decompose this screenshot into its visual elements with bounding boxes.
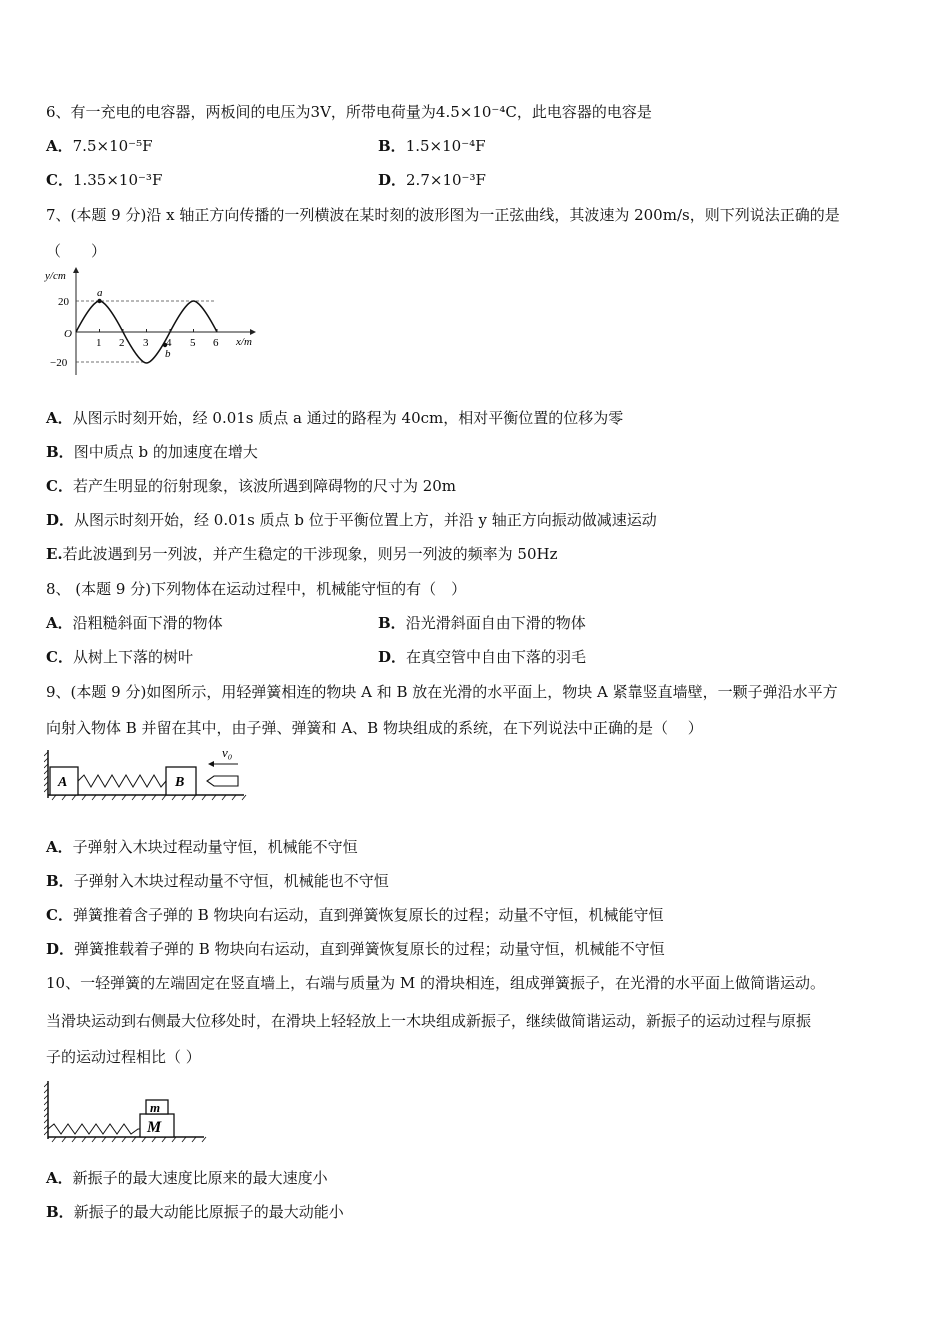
q8-stem: 8、 (本题 9 分)下列物体在运动过程中，机械能守恒的有（ ） [46,580,467,598]
q9-stem-line1: 9、(本题 9 分)如图所示，用轻弹簧相连的物块 A 和 B 放在光滑的水平面上，物块 A 紧靠竖直墙壁，一颗子弹沿水平方 [46,683,838,701]
x-tick-1: 1 [96,337,102,349]
q6-stem: 6、有一充电的电容器，两板间的电压为3V，所带电荷量为4.5×10⁻⁴C，此电容器的电容是 [46,103,652,121]
wave-figure [44,265,264,380]
q10-option-b: B．新振子的最大动能比原振子的最大动能小 [46,1203,344,1221]
q7-stem-line2: （ ） [46,242,107,260]
velocity-label: v₀ [222,745,233,760]
point-a-label: a [97,287,103,299]
q8-option-d: D．在真空管中自由下落的羽毛 [378,648,587,666]
q10-stem-line1: 10、一轻弹簧的左端固定在竖直墙上，右端与质量为 M 的滑块相连，组成弹簧振子，在光滑的水平面上做简谐运动。 [46,974,825,992]
q7-option-c: C．若产生明显的衍射现象，该波所遇到障碍物的尺寸为 20m [46,477,457,495]
origin-label: O [64,328,72,340]
small-block-label: m [150,1100,161,1115]
x-tick-3: 3 [143,337,149,349]
x-tick-5: 5 [190,337,196,349]
x-axis-label: x/m [236,336,252,348]
q10-stem-line2: 当滑块运动到右侧最大位移处时，在滑块上轻轻放上一木块组成新振子，继续做简谐运动，新振子的运动过程与原振 [46,1012,812,1030]
y-tick-neg20: −20 [50,357,68,369]
y-tick-20: 20 [58,296,69,308]
q8-option-c: C．从树上下落的树叶 [46,648,193,666]
q6-option-a: A．7.5×10⁻⁵F [46,137,153,155]
q7-option-a: A．从图示时刻开始，经 0.01s 质点 a 通过的路程为 40cm，相对平衡位置的位移为零 [46,409,624,427]
q8-option-b: B．沿光滑斜面自由下滑的物体 [378,614,586,632]
q9-option-b: B．子弹射入木块过程动量不守恒，机械能也不守恒 [46,872,389,890]
y-axis-label: y/cm [45,270,66,282]
q8-option-a: A．沿粗糙斜面下滑的物体 [46,614,223,632]
q10-stem-line3: 子的运动过程相比（ ） [46,1048,201,1066]
q9-option-d: D．弹簧推载着子弹的 B 物块向右运动，直到弹簧恢复原长的过程；动量守恒，机械能不守恒 [46,940,665,958]
q9-stem-line2: 向射入物体 B 并留在其中，由子弹、弹簧和 A、B 物块组成的系统，在下列说法中正确的是（ ） [46,719,703,737]
x-tick-6: 6 [213,337,219,349]
oscillator-figure [44,1077,209,1147]
q6-option-c: C．1.35×10⁻³F [46,171,163,189]
x-tick-4: 4 [166,337,172,349]
q6-option-b: B．1.5×10⁻⁴F [378,137,486,155]
q6-option-d: D．2.7×10⁻³F [378,171,486,189]
q9-option-a: A．子弹射入木块过程动量守恒，机械能不守恒 [46,838,358,856]
x-tick-2: 2 [119,337,125,349]
q7-option-e: E.若此波遇到另一列波，并产生稳定的干涉现象，则另一列波的频率为 50Hz [46,545,558,563]
spring-block-figure [44,742,254,804]
block-b-label: B [175,775,185,790]
q7-option-b: B．图中质点 b 的加速度在增大 [46,443,258,461]
q9-option-c: C．弹簧推着含子弹的 B 物块向右运动，直到弹簧恢复原长的过程；动量不守恒，机械能守恒 [46,906,664,924]
point-b-label: b [165,348,171,360]
block-a-label: A [58,775,68,790]
q10-option-a: A．新振子的最大速度比原来的最大速度小 [46,1169,328,1187]
q7-stem-line1: 7、(本题 9 分)沿 x 轴正方向传播的一列横波在某时刻的波形图为一正弦曲线，其波速为 200m/s，则下列说法正确的是 [46,206,840,224]
big-block-label: M [147,1119,162,1136]
q7-option-d: D．从图示时刻开始，经 0.01s 质点 b 位于平衡位置上方，并沿 y 轴正方向振动做减速运动 [46,511,657,529]
